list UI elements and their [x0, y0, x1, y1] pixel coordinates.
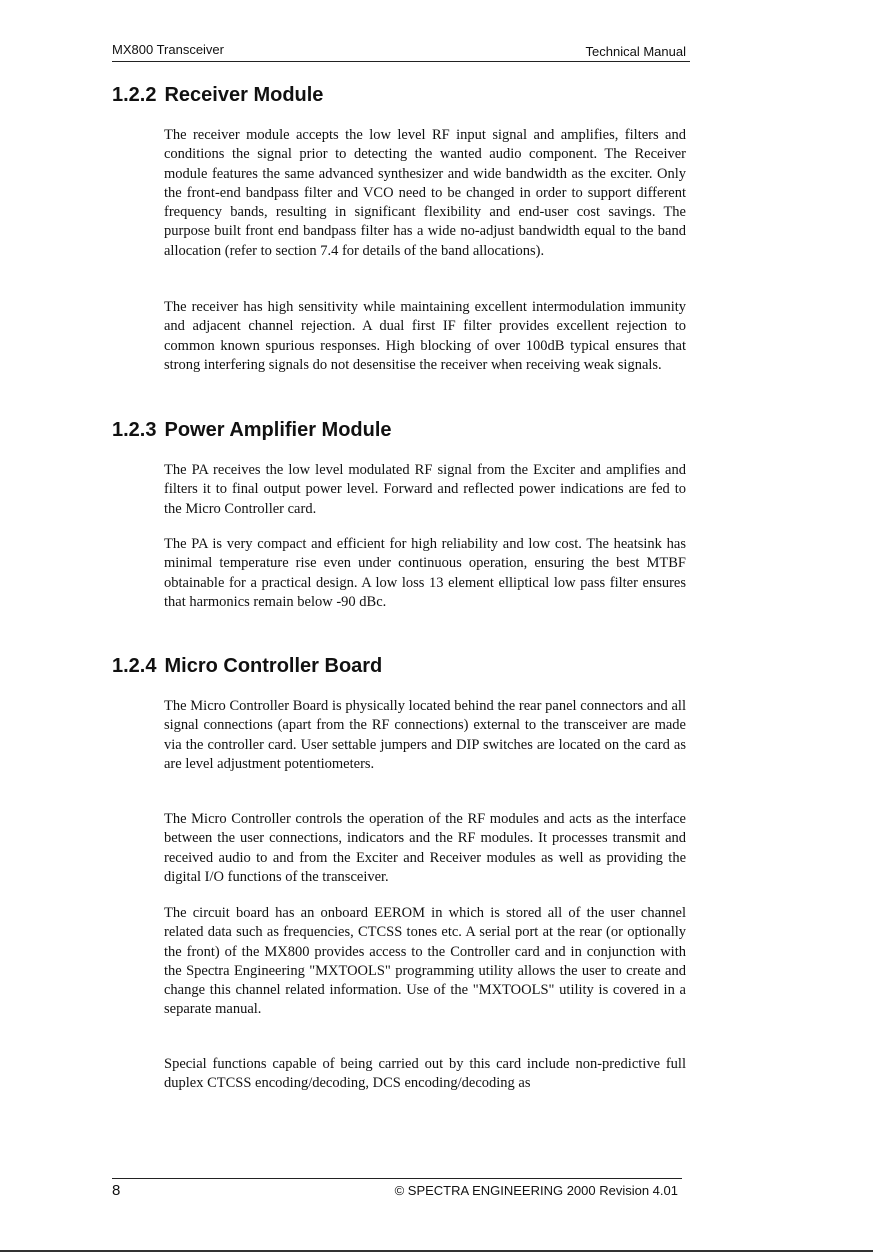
paragraph-pa-intro: The PA receives the low level modulated RF signal from the Exciter and amplifies and filters it to final output power level. Forward and reflected power indications are fed to the Micro Controller card. — [164, 462, 686, 517]
section-heading-power-amplifier-module — [112, 419, 392, 442]
section-heading-receiver-module — [112, 84, 323, 107]
footer-copyright: © SPECTRA ENGINEERING 2000 Revision 4.01 — [394, 1183, 678, 1198]
scan-edge-line — [0, 1250, 873, 1252]
section-number: 1.2.4 — [112, 655, 157, 677]
header-manual-type: Technical Manual — [585, 44, 686, 59]
paragraph-controller-special-functions: Special functions capable of being carried out by this card include non-predictive full duplex CTCSS encoding/decoding, DCS encoding/decoding as — [164, 1056, 686, 1092]
section-number: 1.2.3 — [112, 419, 157, 441]
paragraph-controller-location: The Micro Controller Board is physically located behind the rear panel connectors and all signal connections (apart from the RF connections) external to the transceiver are made via the controller card. User settable jumpers and DIP switches are located on the card as are level adjustment potentiometers. — [164, 698, 686, 772]
section-heading-micro-controller-board — [112, 655, 382, 678]
header-document-title: MX800 Transceiver — [112, 42, 224, 57]
paragraph-receiver-intro: The receiver module accepts the low level RF input signal and amplifies, filters and conditions the signal prior to detecting the wanted audio component. The Receiver module features the same advanced synthesizer and wide bandwidth as the exciter. Only the front-end bandpass filter and VCO need to be changed in order to support different frequency bands, resulting in significant flexibility and end-user cost savings. The purpose built front end bandpass filter has a wide no-adjust bandwidth equal to the band allocation (refer to section 7.4 for details of the band allocations). — [164, 127, 686, 259]
paragraph-controller-function: The Micro Controller controls the operation of the RF modules and acts as the interface between the user connections, indicators and the RF modules. It processes transmit and received audio to and from the Exciter and Receiver modules as well as providing the digital I/O functions of the transceiver. — [164, 811, 686, 885]
section-number: 1.2.2 — [112, 84, 157, 106]
paragraph-receiver-sensitivity: The receiver has high sensitivity while maintaining excellent intermodulation immunity and adjacent channel rejection. A dual first IF filter provides excellent rejection to common known spurious responses. High blocking of over 100dB typical ensures that strong interfering signals do not desensitise the receiver when receiving weak signals. — [164, 299, 686, 373]
page-number: 8 — [112, 1182, 121, 1199]
paragraph-controller-eerom: The circuit board has an onboard EEROM in which is stored all of the user channel related data such as frequencies, CTCSS tones etc. A serial port at the rear (or optionally the front) of the MX800 provides access to the Controller card and in conjunction with the Spectra Engineering "MXTOOLS" programming utility allows the user to create and change this channel related information. Use of the "MXTOOLS" utility is covered in a separate manual. — [164, 905, 686, 1018]
page-header — [112, 41, 690, 62]
section-title-text: Receiver Module — [164, 84, 324, 106]
page-footer — [112, 1178, 682, 1201]
section-title-text: Power Amplifier Module — [164, 419, 392, 441]
paragraph-pa-efficiency: The PA is very compact and efficient for high reliability and low cost. The heatsink has minimal temperature rise even under continuous operation, ensuring the best MTBF obtainable for a practical design. A low loss 13 element elliptical low pass filter ensures that harmonics remain below -90 dBc. — [164, 536, 686, 610]
section-title-text: Micro Controller Board — [164, 655, 383, 677]
